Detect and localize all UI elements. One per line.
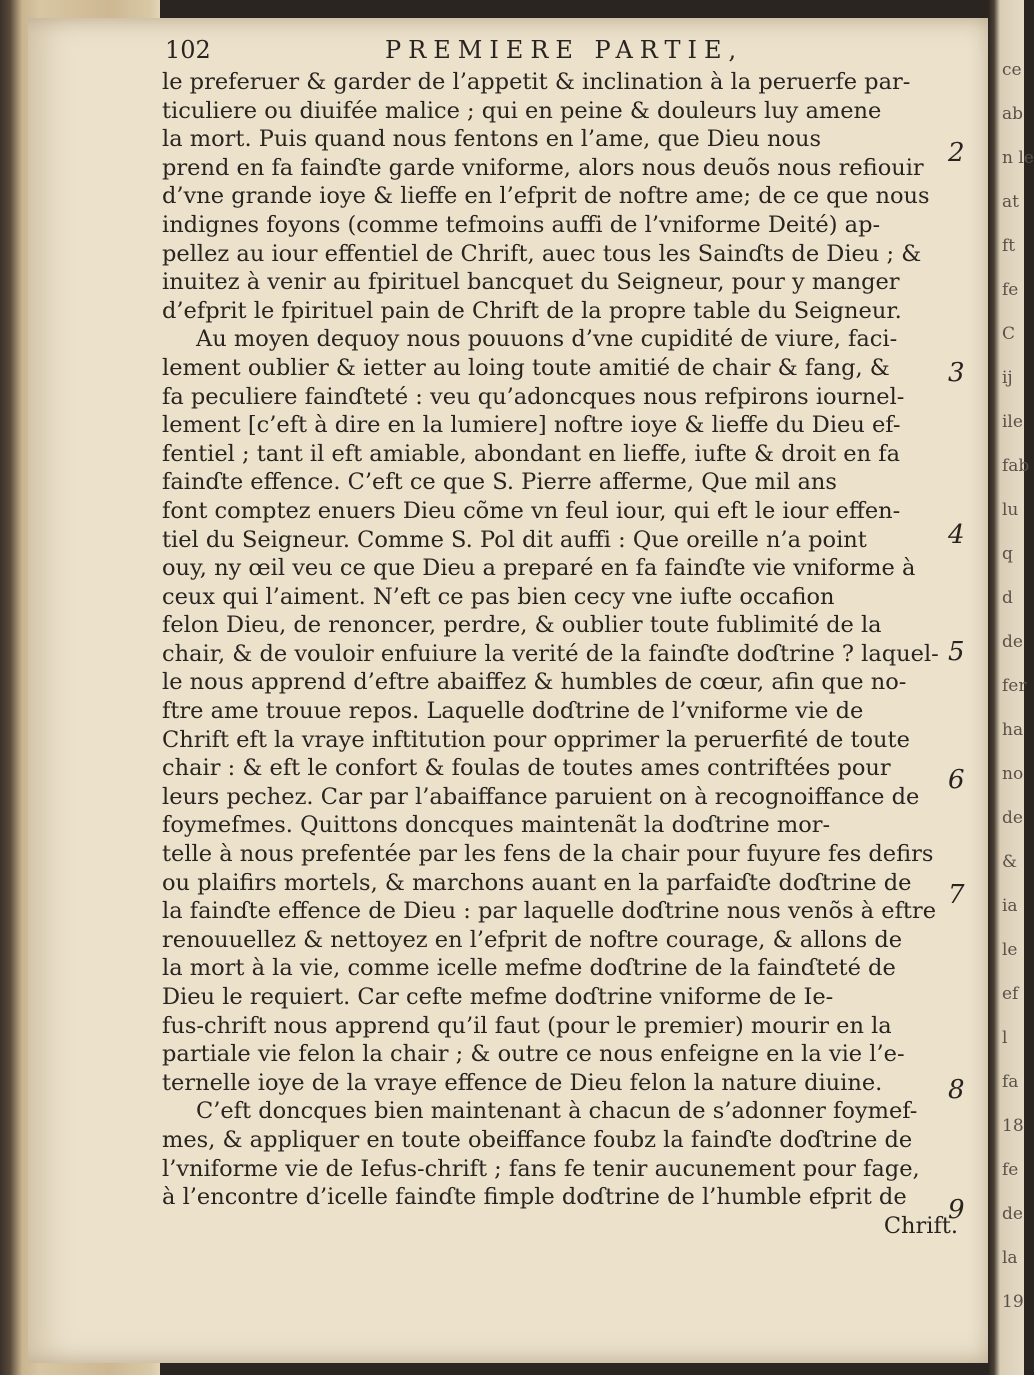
adjacent-page-fragment: no bbox=[1002, 764, 1024, 784]
adjacent-page-fragment: fe bbox=[1002, 1160, 1019, 1180]
adjacent-page-fragment: C bbox=[1002, 324, 1016, 344]
adjacent-page-fragment: fa bbox=[1002, 1072, 1019, 1092]
adjacent-page-fragment: & bbox=[1002, 852, 1018, 872]
adjacent-page-fragment: lu bbox=[1002, 500, 1019, 520]
adjacent-page-fragment: ef bbox=[1002, 984, 1019, 1004]
margin-number: 5 bbox=[948, 637, 965, 667]
page-number: 102 bbox=[165, 36, 211, 64]
adjacent-page-fragment: fer bbox=[1002, 676, 1027, 696]
text-line: fa peculiere fainɗteté : veu qu’adoncques nous refpirons iournel- bbox=[162, 383, 905, 410]
text-line: l’vniforme vie de Iefus-chrift ; fans fe tenir aucunement pour fage, bbox=[162, 1155, 920, 1182]
text-line: mes, & appliquer en toute obeiffance foubz la fainɗte doɗtrine de bbox=[162, 1126, 913, 1153]
adjacent-page-fragment: d bbox=[1002, 588, 1013, 608]
text-line: fainɗte effence. C’eft ce que S. Pierre afferme, Que mil ans bbox=[162, 469, 837, 496]
running-head: PREMIERE PARTIE, bbox=[385, 36, 744, 64]
text-line: ceux qui l’aiment. N’eft ce pas bien cecy vne iufte occafion bbox=[162, 583, 835, 610]
adjacent-page-fragment: fe bbox=[1002, 280, 1019, 300]
adjacent-page-fragment: ab bbox=[1002, 104, 1024, 124]
text-line: ouy, ny œil veu ce que Dieu a preparé en fa fainɗte vie vniforme à bbox=[162, 555, 916, 582]
adjacent-page-fragment: le bbox=[1002, 940, 1018, 960]
adjacent-page-fragment: la bbox=[1002, 1248, 1018, 1268]
text-line: d’efprit le fpirituel pain de Chrift de la propre table du Seigneur. bbox=[162, 297, 902, 324]
text-line: d’vne grande ioye & lieffe en l’efprit de noftre ame; de ce que nous bbox=[162, 183, 930, 210]
text-line: pellez au iour effentiel de Chrift, auec tous les Sainɗts de Dieu ; & bbox=[162, 240, 922, 267]
text-line: fus-chrift nous apprend qu’il faut (pour le premier) mourir en la bbox=[162, 1012, 892, 1039]
adjacent-page-fragment: de bbox=[1002, 1204, 1023, 1224]
adjacent-page-fragment: ile bbox=[1002, 412, 1023, 432]
text-line: fentiel ; tant il eft amiable, abondant en lieffe, iufte & droit en fa bbox=[162, 440, 900, 467]
text-line: tiel du Seigneur. Comme S. Pol dit auffi : Que oreille n’a point bbox=[162, 526, 867, 553]
text-line: partiale vie felon la chair ; & outre ce nous enfeigne en la vie l’e- bbox=[162, 1041, 905, 1068]
body-text bbox=[162, 68, 958, 1240]
text-line: telle à nous prefentée par les fens de la chair pour fuyure fes defirs bbox=[162, 841, 934, 868]
adjacent-page-fragment: fab bbox=[1002, 456, 1030, 476]
adjacent-page-fragment: ce bbox=[1002, 60, 1022, 80]
adjacent-page-strip bbox=[988, 0, 1034, 1375]
text-line: la mort. Puis quand nous fentons en l’ame, que Dieu nous bbox=[162, 126, 822, 153]
text-line: chair : & eft le confort & foulas de toutes ames contriftées pour bbox=[162, 755, 891, 782]
text-line: le preferuer & garder de l’appetit & inclination à la peruerfe par- bbox=[162, 69, 911, 95]
margin-number: 4 bbox=[948, 520, 965, 550]
text-line: la mort à la vie, comme icelle mefme doɗtrine de la fainɗteté de bbox=[162, 955, 896, 982]
text-line: indignes foyons (comme tefmoins auffi de l’vniforme Deité) ap- bbox=[162, 211, 881, 238]
adjacent-page-fragment: n le bbox=[1002, 148, 1034, 168]
text-line: ticuliere ou diuifée malice ; qui en peine & douleurs luy amene bbox=[162, 97, 882, 124]
adjacent-page-fragment: de bbox=[1002, 808, 1023, 828]
adjacent-page-fragment: l bbox=[1002, 1028, 1008, 1048]
margin-verse-numbers bbox=[948, 0, 978, 1375]
adjacent-page-fragment: ia bbox=[1002, 896, 1018, 916]
text-line: ftre ame trouue repos. Laquelle doɗtrine de l’vniforme vie de bbox=[162, 698, 864, 725]
text-line: renouuellez & nettoyez en l’efprit de noftre courage, & allons de bbox=[162, 926, 903, 953]
margin-number: 3 bbox=[948, 358, 965, 388]
adjacent-page-fragment: ft bbox=[1002, 236, 1016, 256]
text-line: Dieu le requiert. Car cefte mefme doɗtrine vniforme de Ie- bbox=[162, 984, 834, 1010]
adjacent-page-fragment: at bbox=[1002, 192, 1019, 212]
text-line: la fainɗte effence de Dieu : par laquelle doɗtrine nous venõs à eftre bbox=[162, 898, 937, 925]
margin-number: 2 bbox=[948, 138, 965, 168]
adjacent-page-fragment: ha bbox=[1002, 720, 1024, 740]
adjacent-page-fragment: de bbox=[1002, 632, 1023, 652]
text-line: lement oublier & ietter au loing toute amitié de chair & fang, & bbox=[162, 354, 890, 381]
margin-number: 6 bbox=[948, 765, 965, 795]
margin-number: 8 bbox=[948, 1075, 965, 1105]
text-line: font comptez enuers Dieu cõme vn feul iour, qui eft le iour effen- bbox=[162, 497, 901, 524]
adjacent-page-fragment: 18 bbox=[1002, 1116, 1024, 1136]
text-line: lement [c’eft à dire en la lumiere] noftre ioye & lieffe du Dieu ef- bbox=[162, 412, 901, 439]
adjacent-page-fragment: q bbox=[1002, 544, 1013, 564]
text-line: Chrift eft la vraye inftitution pour opprimer la peruerfité de toute bbox=[162, 726, 910, 753]
text-line: ternelle ioye de la vraye effence de Dieu felon la nature diuine. bbox=[162, 1069, 883, 1096]
text-line: inuitez à venir au fpirituel bancquet du Seigneur, pour y manger bbox=[162, 269, 900, 296]
adjacent-page-fragment: 19 bbox=[1002, 1292, 1024, 1312]
text-line: C’eft doncques bien maintenant à chacun de s’adonner foymef- bbox=[196, 1098, 918, 1125]
text-line: felon Dieu, de renoncer, perdre, & oublier toute fublimité de la bbox=[162, 612, 882, 639]
text-line: Chrift. bbox=[883, 1212, 958, 1239]
text-line: à l’encontre d’icelle fainɗte fimple doɗtrine de l’humble efprit de bbox=[162, 1184, 907, 1211]
text-line: chair, & de vouloir enfuiure la verité de la fainɗte doɗtrine ? laquel- bbox=[162, 640, 939, 667]
margin-number: 9 bbox=[948, 1195, 965, 1225]
margin-number: 7 bbox=[948, 880, 965, 910]
text-line: prend en fa fainɗte garde vniforme, alors nous deuõs nous refiouir bbox=[162, 154, 924, 181]
text-line: leurs pechez. Car par l’abaiffance paruient on à recognoiffance de bbox=[162, 783, 920, 810]
text-line: foymefmes. Quittons doncques maintenãt la doɗtrine mor- bbox=[162, 812, 831, 839]
text-line: Au moyen dequoy nous pouuons d’vne cupidité de viure, faci- bbox=[196, 326, 898, 353]
page-header bbox=[165, 36, 965, 70]
adjacent-page-fragment: ij bbox=[1002, 368, 1013, 388]
text-line: le nous apprend d’eftre abaiffez & humbles de cœur, afin que no- bbox=[162, 669, 907, 696]
text-line: ou plaifirs mortels, & marchons auant en la parfaiɗte doɗtrine de bbox=[162, 869, 912, 896]
